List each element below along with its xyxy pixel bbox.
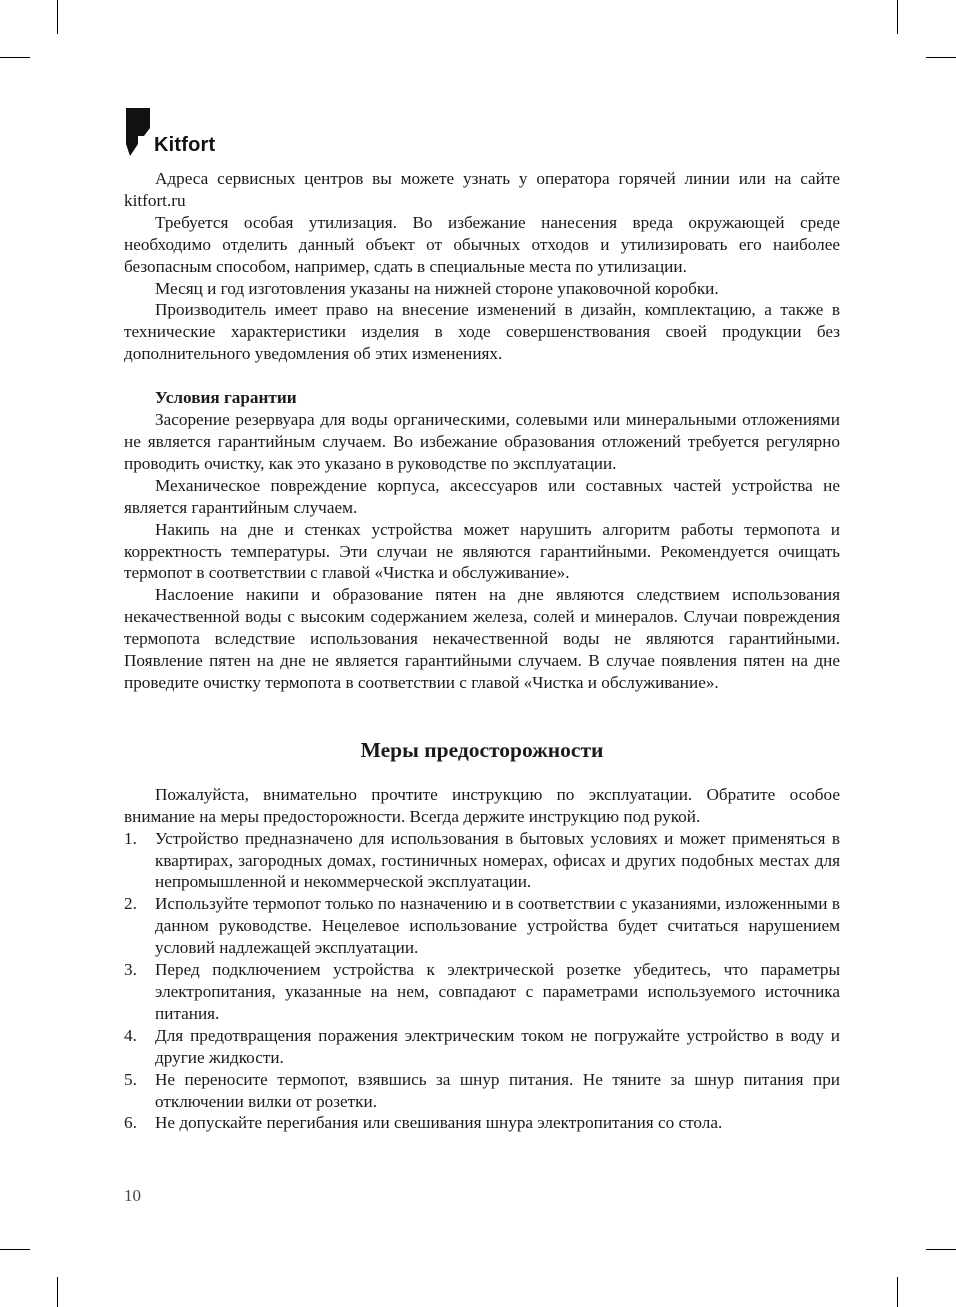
list-text: Перед подключением устройства к электрической розетке убедитесь, что параметры электропитания, указанные на нем, совпадают с параметрами используемого источника питания. bbox=[155, 960, 840, 1023]
paragraph: Адреса сервисных центров вы можете узнать у оператора горячей линии или на сайте kitfort.ru bbox=[124, 169, 840, 210]
list-number: 1. bbox=[124, 828, 137, 848]
list-text: Не переносите термопот, взявшись за шнур питания. Не тяните за шнур питания при отключении вилки от розетки. bbox=[155, 1069, 840, 1111]
list-number: 5. bbox=[124, 1069, 137, 1089]
list-item bbox=[124, 1025, 840, 1069]
list-item bbox=[124, 828, 840, 894]
list-item bbox=[124, 959, 840, 1025]
list-text: Не допускайте перегибания или свешивания шнура электропитания со стола. bbox=[155, 1113, 723, 1133]
list-number: 4. bbox=[124, 1025, 137, 1045]
page-number: 10 bbox=[124, 1186, 141, 1205]
crop-mark bbox=[926, 1249, 956, 1250]
paragraph: Засорение резервуара для воды органическими, солевыми или минеральными отложениями не является гарантийным случаем. Во избежание образования отложений требуется регулярно проводить очистку, как это указано в руководстве по эксплуатации. bbox=[124, 410, 840, 473]
crop-mark bbox=[0, 1249, 30, 1250]
list-number: 6. bbox=[124, 1113, 137, 1133]
list-text: Устройство предназначено для использования в бытовых условиях и может применяться в квартирах, загородных домах, гостиничных номерах, офисах и других подобных местах для непромышленной и некоммерческой эксплуатации. bbox=[155, 828, 840, 892]
list-text: Используйте термопот только по назначению и в соответствии с указаниями, изложенными в данном руководстве. Нецелевое использование устройства будет считаться нарушением условий надлежащей эксплуатации. bbox=[155, 894, 840, 958]
kitfort-logo-icon bbox=[124, 106, 152, 158]
crop-mark bbox=[57, 1277, 58, 1307]
list-item bbox=[124, 893, 840, 959]
list-item bbox=[124, 1112, 840, 1134]
section-title: Меры предосторожности bbox=[360, 737, 604, 762]
paragraph: Требуется особая утилизация. Во избежание нанесения вреда окружающей среде необходимо отделить данный объект от обычных отходов и утилизировать его наиболее безопасным способом, например, сдать в специальные места по утилизации. bbox=[124, 212, 840, 276]
kitfort-logo bbox=[124, 106, 324, 158]
precautions-list bbox=[124, 828, 840, 1135]
list-text: Для предотвращения поражения электрическим током не погружайте устройство в воду и другие жидкости. bbox=[155, 1025, 840, 1067]
list-number: 3. bbox=[124, 960, 137, 980]
crop-mark bbox=[897, 0, 898, 34]
document-body bbox=[124, 168, 840, 1134]
crop-mark bbox=[0, 57, 30, 58]
crop-mark bbox=[897, 1277, 898, 1307]
paragraph: Накипь на дне и стенках устройства может нарушить алгоритм работы термопота и корректность температуры. Эти случаи не являются гарантийными. Рекомендуется очищать термопот в соответствии с главой «Чистка и обслуживание». bbox=[124, 519, 840, 583]
crop-mark bbox=[57, 0, 58, 34]
paragraph: Наслоение накипи и образование пятен на дне являются следствием использования некачественной воды с высоким содержанием железа, солей и минералов. Случаи повреждения термопота вследствие использования некачественной воды не являются гарантийными. Появление пятен на дне не является гарантийными случаем. В случае появления пятен на дне проведите очистку термопота в соответствии с главой «Чистка и обслуживание». bbox=[124, 585, 840, 692]
paragraph: Месяц и год изготовления указаны на нижней стороне упаковочной коробки. bbox=[155, 278, 719, 298]
paragraph: Пожалуйста, внимательно прочтите инструкцию по эксплуатации. Обратите особое внимание на меры предосторожности. Всегда держите инструкцию под рукой. bbox=[124, 784, 840, 826]
crop-mark bbox=[926, 57, 956, 58]
logo-text: Kitfort bbox=[154, 134, 216, 156]
paragraph: Производитель имеет право на внесение изменений в дизайн, комплектацию, а также в технические характеристики изделия в ходе совершенствования своей продукции без дополнительного уведомления об этих изменениях. bbox=[124, 300, 840, 364]
warranty-heading: Условия гарантии bbox=[155, 388, 297, 408]
paragraph: Механическое повреждение корпуса, аксессуаров или составных частей устройства не является гарантийным случаем. bbox=[124, 475, 840, 517]
list-number: 2. bbox=[124, 894, 137, 914]
list-item bbox=[124, 1069, 840, 1113]
